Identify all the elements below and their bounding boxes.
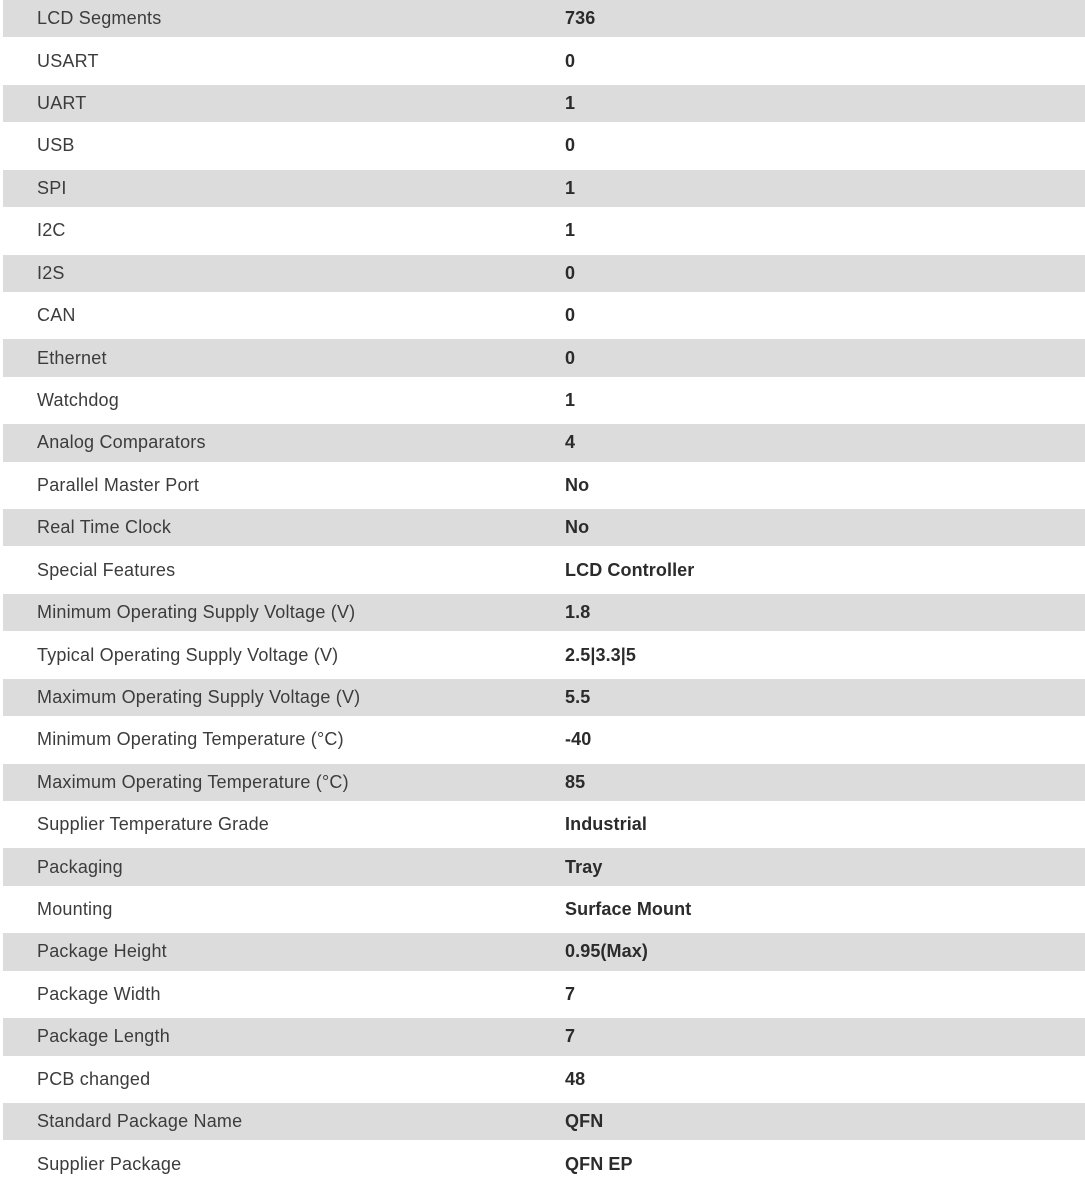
spec-label: Package Width xyxy=(37,983,161,1004)
spec-label: Supplier Package xyxy=(37,1153,182,1174)
table-row xyxy=(3,721,1085,763)
spec-label: Real Time Clock xyxy=(37,517,172,538)
spec-value: Tray xyxy=(565,856,603,877)
table-row xyxy=(3,509,1085,551)
table-row xyxy=(3,255,1085,297)
table-row xyxy=(3,127,1085,169)
table-row xyxy=(3,1103,1085,1145)
spec-label: Supplier Temperature Grade xyxy=(37,814,269,835)
spec-value: 7 xyxy=(565,1026,576,1047)
spec-value: 4 xyxy=(565,432,576,453)
spec-label: Parallel Master Port xyxy=(37,474,200,495)
spec-label: Special Features xyxy=(37,559,176,580)
table-row xyxy=(3,424,1085,466)
table-row xyxy=(3,212,1085,254)
spec-value: 1 xyxy=(565,177,576,198)
table-row xyxy=(3,764,1085,806)
spec-value: 1 xyxy=(565,93,576,114)
spec-label: UART xyxy=(37,93,87,114)
spec-value: 48 xyxy=(565,1068,586,1089)
spec-label: Maximum Operating Supply Voltage (V) xyxy=(37,686,361,707)
spec-value: 7 xyxy=(565,983,576,1004)
table-row xyxy=(3,170,1085,212)
table-row xyxy=(3,976,1085,1018)
spec-value: 0 xyxy=(565,135,576,156)
table-row xyxy=(3,551,1085,593)
spec-value: LCD Controller xyxy=(565,559,695,580)
spec-label: Minimum Operating Temperature (°C) xyxy=(37,729,344,750)
spec-label: Standard Package Name xyxy=(37,1111,243,1132)
spec-label: CAN xyxy=(37,305,76,326)
table-row xyxy=(3,679,1085,721)
table-row xyxy=(3,1145,1085,1187)
spec-value: 0 xyxy=(565,305,576,326)
table-row xyxy=(3,0,1085,42)
spec-label: Analog Comparators xyxy=(37,432,206,453)
table-row xyxy=(3,1018,1085,1060)
spec-label: Package Length xyxy=(37,1026,170,1047)
spec-value: 736 xyxy=(565,8,596,29)
spec-value: No xyxy=(565,517,590,538)
table-row xyxy=(3,467,1085,509)
spec-value: 0 xyxy=(565,50,576,71)
spec-value: -40 xyxy=(565,729,592,750)
spec-value: 0 xyxy=(565,347,576,368)
table-row xyxy=(3,85,1085,127)
table-row xyxy=(3,891,1085,933)
table-row xyxy=(3,339,1085,381)
spec-value: 0 xyxy=(565,262,576,283)
spec-value: 1.8 xyxy=(565,602,591,623)
spec-label: Ethernet xyxy=(37,347,107,368)
table-row xyxy=(3,297,1085,339)
spec-label: Maximum Operating Temperature (°C) xyxy=(37,771,349,792)
spec-label: Packaging xyxy=(37,856,123,877)
specs-table xyxy=(3,0,1085,1188)
table-row xyxy=(3,594,1085,636)
spec-value: 1 xyxy=(565,390,576,410)
spec-value: QFN xyxy=(565,1111,604,1132)
spec-label: USART xyxy=(37,50,99,71)
table-row xyxy=(3,848,1085,890)
spec-value: 5.5 xyxy=(565,686,591,707)
spec-label: Typical Operating Supply Voltage (V) xyxy=(37,644,339,665)
spec-value: Surface Mount xyxy=(565,899,692,920)
table-row xyxy=(3,1061,1085,1103)
table-row xyxy=(3,933,1085,975)
spec-value: 2.5|3.3|5 xyxy=(565,644,637,665)
spec-label: I2S xyxy=(37,262,65,283)
spec-label: Watchdog xyxy=(37,390,119,410)
spec-value: No xyxy=(565,474,590,495)
spec-label: PCB changed xyxy=(37,1068,151,1089)
spec-value: 1 xyxy=(565,220,576,241)
table-row xyxy=(3,636,1085,678)
table-row xyxy=(3,382,1085,424)
spec-label: I2C xyxy=(37,220,66,241)
spec-label: SPI xyxy=(37,177,67,198)
spec-label: Mounting xyxy=(37,899,113,920)
table-row xyxy=(3,42,1085,84)
spec-value: Industrial xyxy=(565,814,648,835)
spec-value: 0.95(Max) xyxy=(565,941,648,962)
spec-label: Package Height xyxy=(37,941,167,962)
spec-value: 85 xyxy=(565,771,586,792)
spec-label: USB xyxy=(37,135,75,156)
table-row xyxy=(3,806,1085,848)
spec-label: LCD Segments xyxy=(37,8,162,29)
spec-label: Minimum Operating Supply Voltage (V) xyxy=(37,602,356,623)
spec-value: QFN EP xyxy=(565,1153,633,1174)
